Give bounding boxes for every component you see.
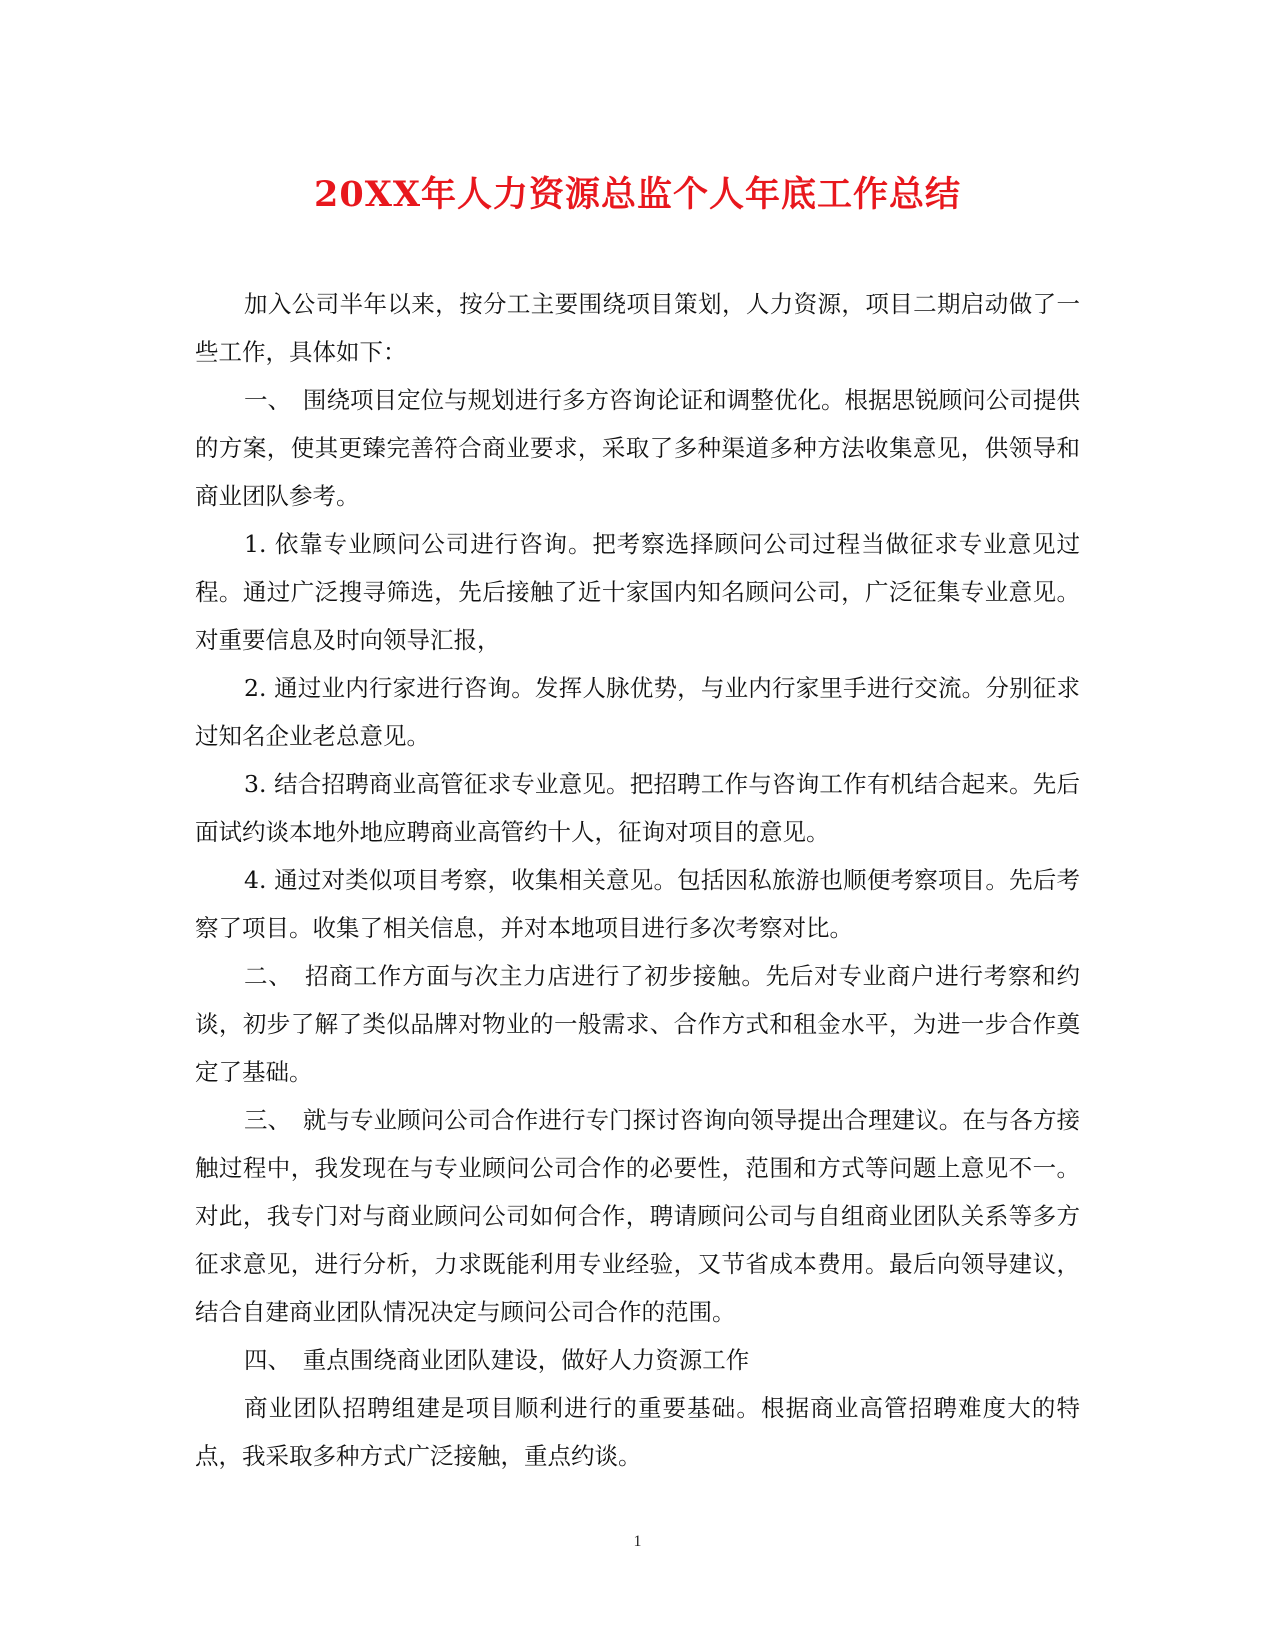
paragraph-section-2: 二、 招商工作方面与次主力店进行了初步接触。先后对专业商户进行考察和约谈，初步了解了类似品牌对物业的一般需求、合作方式和租金水平，为进一步合作奠定了基础。 bbox=[195, 962, 1080, 1086]
document-title: 20XX年人力资源总监个人年底工作总结 bbox=[313, 174, 962, 215]
paragraph-section-3: 三、 就与专业顾问公司合作进行专门探讨咨询向领导提出合理建议。在与各方接触过程中，我发现在与专业顾问公司合作的必要性，范围和方式等问题上意见不一。对此，我专门对与商业顾问公司如何合作，聘请顾问公司与自组商业团队关系等多方征求意见，进行分析，力求既能利用专业经验，又节省成本费用。最后向领导建议，结合自建商业团队情况决定与顾问公司合作的范围。 bbox=[195, 1106, 1080, 1326]
paragraph-section-1: 一、 围绕项目定位与规划进行多方咨询论证和调整优化。根据思锐顾问公司提供的方案，使其更臻完善符合商业要求，采取了多种渠道多种方法收集意见，供领导和商业团队参考。 bbox=[195, 386, 1080, 510]
document-body bbox=[195, 280, 1080, 1480]
paragraph-section-4: 四、 重点围绕商业团队建设，做好人力资源工作 bbox=[244, 1346, 750, 1374]
paragraph-item-1: 1. 依靠专业顾问公司进行咨询。把考察选择顾问公司过程当做征求专业意见过程。通过广泛搜寻筛选，先后接触了近十家国内知名顾问公司，广泛征集专业意见。对重要信息及时向领导汇报， bbox=[195, 530, 1080, 654]
paragraph-team-building: 商业团队招聘组建是项目顺利进行的重要基础。根据商业高管招聘难度大的特点，我采取多种方式广泛接触，重点约谈。 bbox=[195, 1394, 1080, 1470]
paragraph-item-3: 3. 结合招聘商业高管征求专业意见。把招聘工作与咨询工作有机结合起来。先后面试约谈本地外地应聘商业高管约十人，征询对项目的意见。 bbox=[195, 770, 1080, 846]
paragraph-intro: 加入公司半年以来，按分工主要围绕项目策划，人力资源，项目二期启动做了一些工作，具体如下： bbox=[195, 290, 1080, 366]
paragraph-item-2: 2. 通过业内行家进行咨询。发挥人脉优势，与业内行家里手进行交流。分别征求过知名企业老总意见。 bbox=[195, 674, 1080, 750]
paragraph-item-4: 4. 通过对类似项目考察，收集相关意见。包括因私旅游也顺便考察项目。先后考察了项目。收集了相关信息，并对本地项目进行多次考察对比。 bbox=[195, 866, 1080, 942]
page-number: 1 bbox=[633, 1533, 642, 1550]
